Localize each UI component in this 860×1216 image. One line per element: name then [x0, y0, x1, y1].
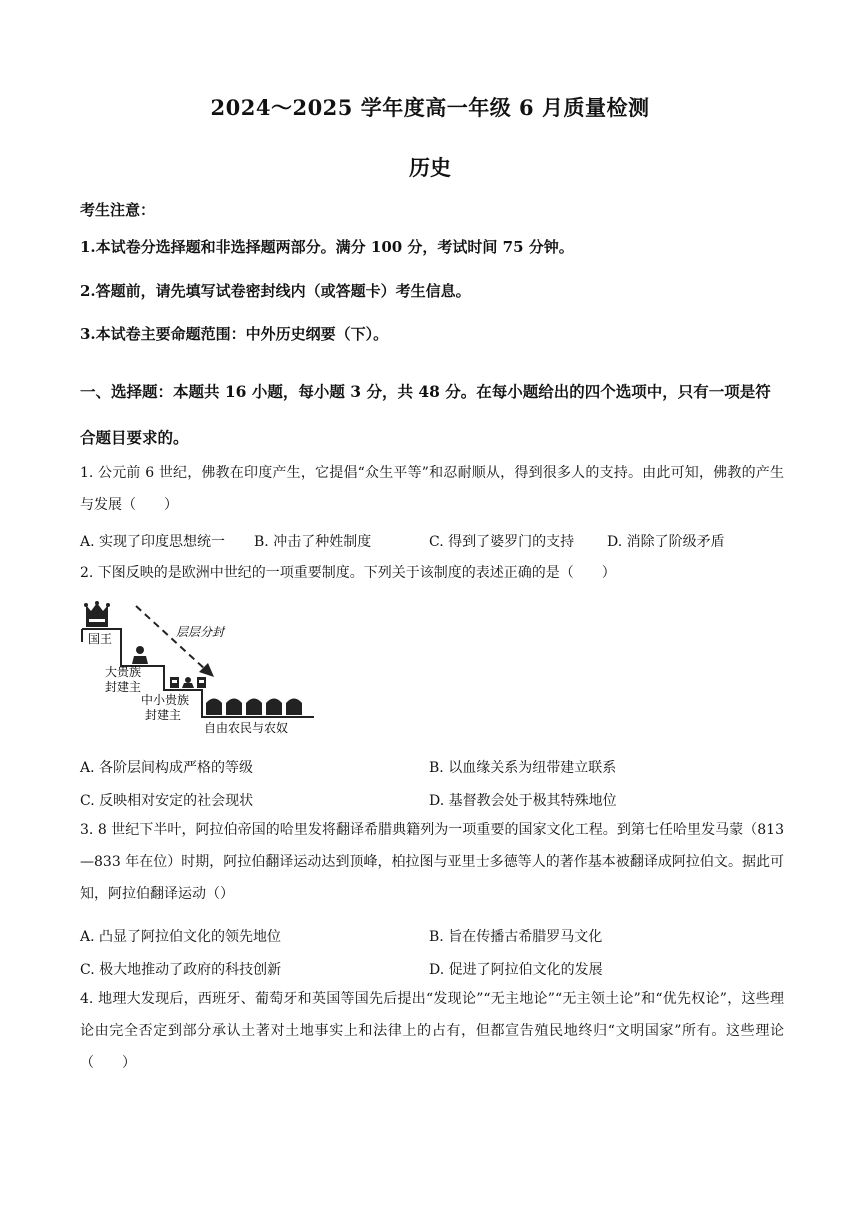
notice-heading: 考生注意：	[80, 201, 156, 219]
feudal-hierarchy-figure	[78, 600, 323, 740]
exam-title: 2024～2025 学年度高一年级 6 月质量检测	[210, 95, 650, 120]
label-arrow: 层层分封	[176, 625, 225, 639]
question-4-stem: 4. 地理大发现后，西班牙、葡萄牙和英国等国先后提出“发现论”“无主地论”“无主领土论”和“优先权论”，这些理论由完全否定到部分承认土著对土地事实上和法律上的占有，但都宣告殖民地终归“文明国家”所有。这些理论（ ）	[80, 991, 784, 1071]
question-2-option-d: D. 基督教会处于极其特殊地位	[429, 793, 617, 809]
question-2-option-c: C. 反映相对安定的社会现状	[80, 793, 254, 809]
question-3-option-a: A. 凸显了阿拉伯文化的领先地位	[80, 929, 282, 945]
notice-item-1: 1.本试卷分选择题和非选择题两部分。满分 100 分，考试时间 75 分钟。	[80, 238, 574, 256]
label-minor-lord-2: 封建主	[145, 708, 182, 722]
noble-icon	[132, 646, 148, 664]
section-heading: 一、选择题：本题共 16 小题，每小题 3 分，共 48 分。在每小题给出的四个选项中，只有一项是符合题目要求的。	[80, 382, 771, 447]
exam-subject: 历史	[409, 155, 451, 180]
question-3-option-c: C. 极大地推动了政府的科技创新	[80, 962, 282, 978]
label-great-lord-1: 大贵族	[105, 665, 142, 679]
question-2-stem: 2. 下图反映的是欧洲中世纪的一项重要制度。下列关于该制度的表述正确的是（ ）	[80, 565, 616, 581]
question-1-option-c: C. 得到了婆罗门的支持	[429, 534, 575, 550]
question-2-option-a: A. 各阶层间构成严格的等级	[80, 760, 254, 776]
question-3-stem: 3. 8 世纪下半叶，阿拉伯帝国的哈里发将翻译希腊典籍列为一项重要的国家文化工程。到第七任哈里发马蒙（813—833 年在位）时期，阿拉伯翻译运动达到顶峰，柏拉图与亚里士多德等人的著作基本被翻译成阿拉伯文。据此可知，阿拉伯翻译运动（）	[80, 822, 784, 902]
minor-lords-icon	[170, 677, 206, 688]
crown-icon	[84, 601, 110, 627]
notice-item-3: 3.本试卷主要命题范围：中外历史纲要（下）。	[80, 325, 389, 343]
question-1-stem: 1. 公元前 6 世纪，佛教在印度产生，它提倡“众生平等”和忍耐顺从，得到很多人的支持。由此可知，佛教的产生与发展（ ）	[80, 465, 784, 513]
peasants-icon	[206, 699, 302, 716]
question-1-option-a: A. 实现了印度思想统一	[80, 534, 226, 550]
label-minor-lord-1: 中小贵族	[141, 693, 190, 707]
question-3-option-d: D. 促进了阿拉伯文化的发展	[429, 962, 603, 978]
notice-item-2: 2.答题前，请先填写试卷密封线内（或答题卡）考生信息。	[80, 282, 471, 300]
question-1-option-b: B. 冲击了种姓制度	[254, 534, 372, 550]
label-king: 国王	[88, 632, 113, 646]
label-peasants: 自由农民与农奴	[204, 721, 289, 735]
label-great-lord-2: 封建主	[105, 680, 142, 694]
question-2-option-b: B. 以血缘关系为纽带建立联系	[429, 760, 617, 776]
question-1-option-d: D. 消除了阶级矛盾	[607, 534, 725, 550]
question-3-option-b: B. 旨在传播古希腊罗马文化	[429, 929, 603, 945]
